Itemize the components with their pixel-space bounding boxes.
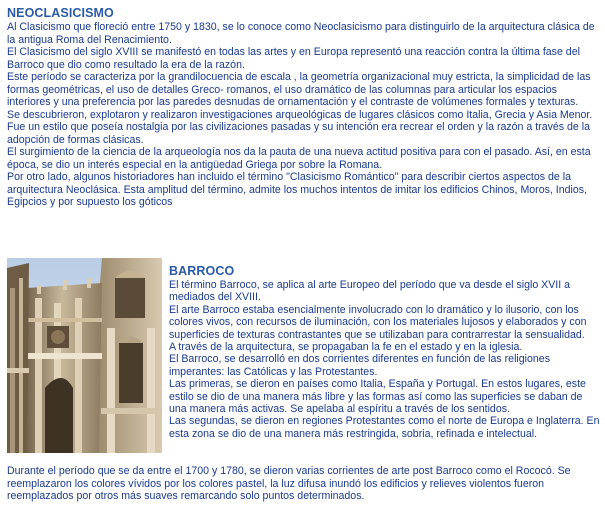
barroco-paragraph: El Barroco, se desarrolló en dos corrientes diferentes en función de las religiones imperantes: las Católicas y las Protestantes. (169, 353, 550, 378)
neoclasicismo-paragraph: Se descubrieron, explotaron y realizaron investigaciones arqueológicas de lugares clásicos como Italia, Grecia y Asia Menor. Fue un estilo que poseía nostalgia por las civilizaciones pasadas y su intención era recrear el orden y la razón a través de la adopción de formas clásicas. (7, 108, 593, 146)
baroque-facade-photo (7, 258, 162, 453)
barroco-paragraph: Las primeras, se dieron en países como Italia, España y Portugal. En estos lugares, este estilo se dio de una manera más libre y las formas así como las superficies se daban de una manera más activas. Se apelaba al espíritu a través de los sentidos. (169, 378, 586, 416)
barroco-body (169, 279, 601, 440)
neoclasicismo-paragraph: El surgimiento de la ciencia de la arqueología nos da la pauta de una nueva actitud positiva para con el pasado. Así, en esta época, se dio un interés especial en la antigüedad Griega por sobre la Romana. (7, 146, 591, 171)
neoclasicismo-body (7, 21, 599, 209)
baroque-facade-illustration (7, 258, 162, 453)
barroco-heading: BARROCO (169, 264, 235, 278)
barroco-paragraph: El arte Barroco estaba esencialmente involucrado con lo dramático y lo ilusorio, con los colores vivos, con recursos de iluminación, con los materiales lujosos y elaborados y con superficies de texturas contrastantes que se utilizaban para contrarrestar la sensualidad. (169, 303, 587, 341)
barroco-footer-paragraph: Durante el período que se da entre el 1700 y 1780, se dieron varias corrientes de arte post Barroco como el Rococó. Se reemplazaron los colores vívidos por los colores pastel, la luz difusa inundó los edificios y relieves violentos fueron reemplazados por otros más suaves remarcando solo puntos determinados. (7, 465, 571, 503)
neoclasicismo-paragraph: Este período se caracteriza por la grandilocuencia de escala , la geometría organizacional muy estricta, la simplicidad de las formas geométricas, el uso de detalles Greco- romanos, el uso dramático de las columnas para articular los espacios interiores y una preferencia por las paredes desnudas de ornamentación y el contraste de volúmenes formales y texturas. (7, 71, 591, 108)
barroco-footer (7, 465, 601, 503)
barroco-paragraph: El término Barroco, se aplica al arte Europeo del período que va desde el siglo XVII a mediados del XVIII. (169, 279, 571, 304)
barroco-paragraph: A través de la arquitectura, se propagaban la fe en el estado y en la iglesia. (169, 341, 523, 354)
neoclasicismo-paragraph: El Clasicismo del siglo XVIII se manifestó en todas las artes y en Europa representó una reacción contra la última fase del Barroco que dio como resultado la era de la razón. (7, 46, 580, 71)
barroco-paragraph: Las segundas, se dieron en regiones Protestantes como el norte de Europa e Inglaterra. En esta zona se dio de una manera más restringida, sobria, refinada e intelectual. (169, 415, 600, 440)
neoclasicismo-heading: NEOCLASICISMO (7, 6, 114, 20)
neoclasicismo-paragraph: Por otro lado, algunos historiadores han incluido el término "Clasicismo Romántico" para describir ciertos aspectos de la arquitectura Neoclásica. Esta amplitud del término, admite los muchos intentos de imitar los edificios Chinos, Moros, Indios, Egipcios y por supuesto los góticos (7, 171, 587, 208)
neoclasicismo-paragraph: Al Clasicismo que floreció entre 1750 y 1830, se lo conoce como Neoclasicismo para distinguirlo de la arquitectura clásica de la antigua Roma del Renacimiento. (7, 21, 595, 46)
